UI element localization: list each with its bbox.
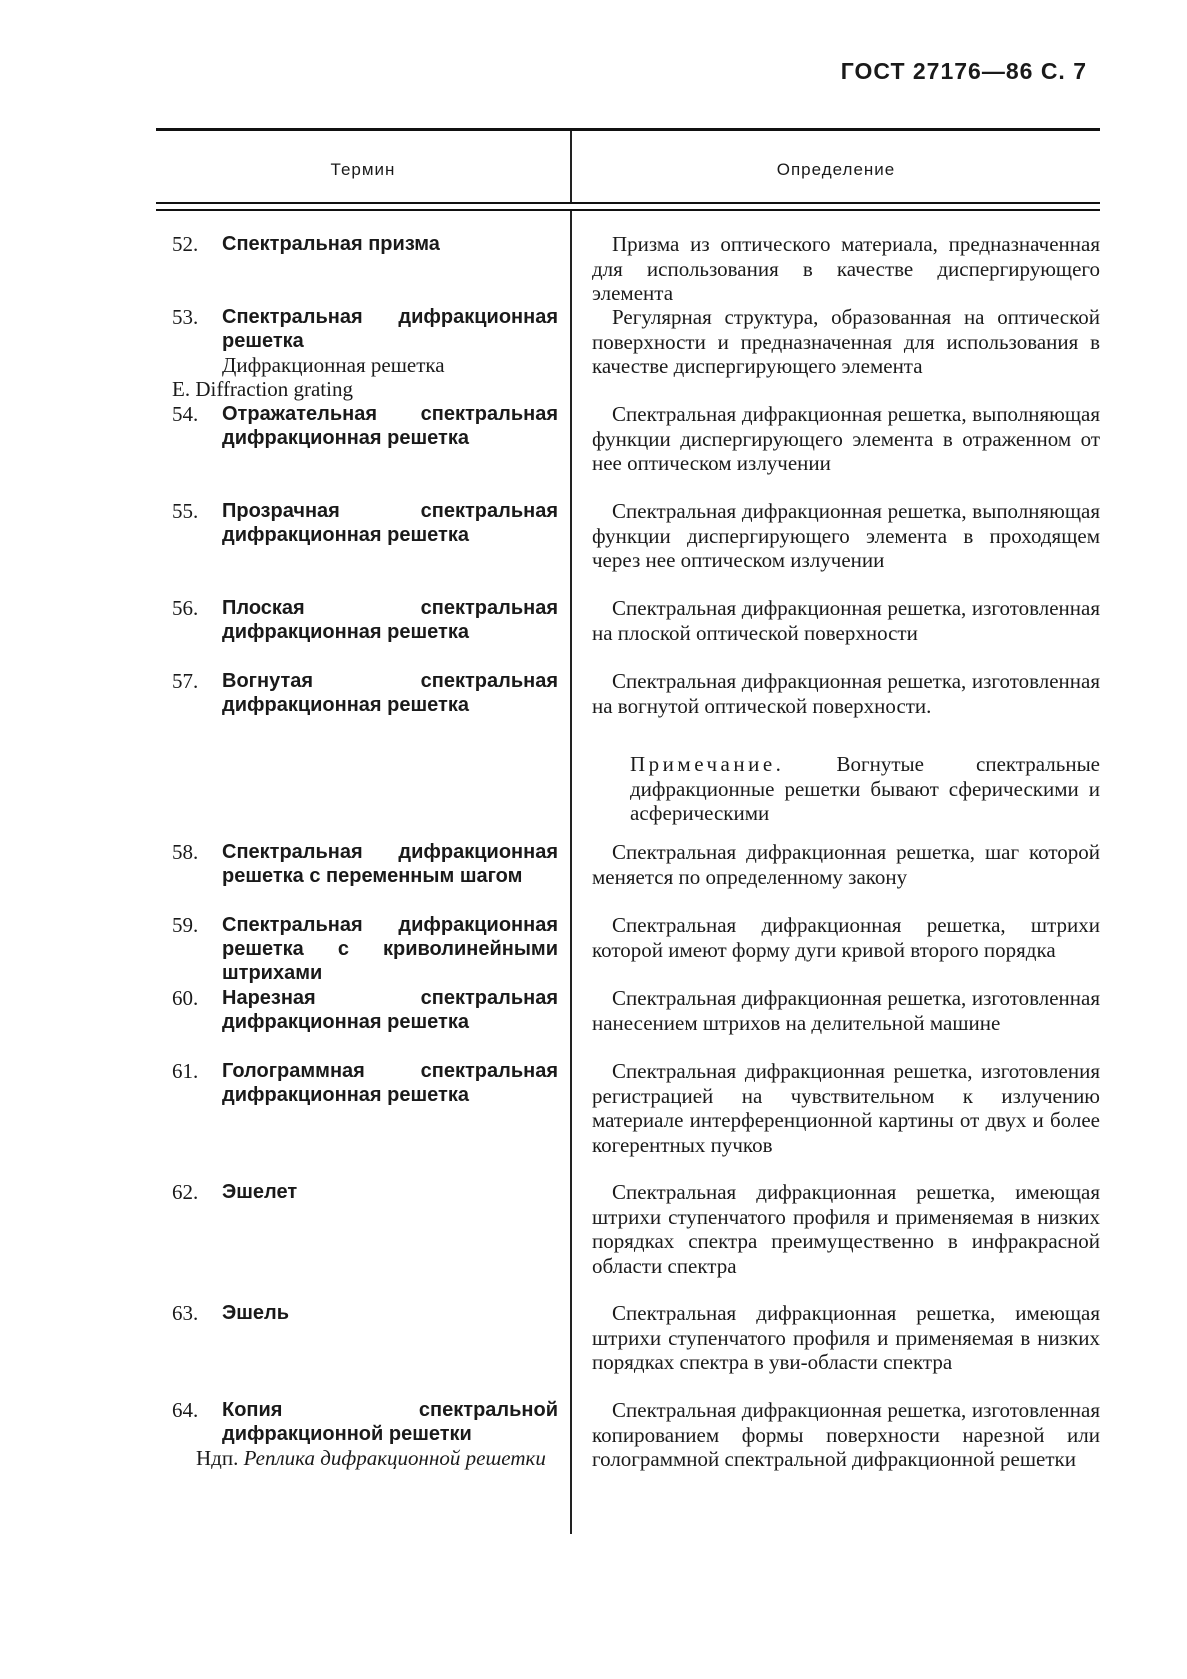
term-number: 64. [172,1398,199,1422]
term-english: E. Diffraction grating [172,377,353,401]
term-text: Спектральная дифракционная решетка с переменным шагом [222,841,558,887]
definition-56: Спектральная дифракционная решетка, изготовленная на плоской оптической поверхности [592,596,1100,645]
term-entry-53 [172,305,558,401]
definition-52: Призма из оптического материала, предназначенная для использования в качестве диспергирующего элемента [592,232,1100,305]
term-entry-54 [172,402,558,450]
term-text: Прозрачная спектральная дифракционная решетка [222,500,558,546]
term-entry-63 [172,1301,558,1325]
column-header-definition: Определение [776,160,896,179]
note-text: Вогнутые спектральные дифракционные решетки бывают сферическими и асферическими [630,752,1101,825]
term-text: Отражательная спектральная дифракционная решетка [222,403,558,449]
definition-53: Регулярная структура, образованная на оптической поверхности и предназначенная для использования в качестве диспергирующего элемента [592,305,1100,378]
term-number: 60. [172,986,199,1010]
term-entry-64 [172,1398,558,1470]
term-entry-55 [172,499,558,547]
term-entry-56 [172,596,558,644]
term-text: Спектральная дифракционная решетка с криволинейными штрихами [222,914,558,984]
definition-55: Спектральная дифракционная решетка, выполняющая функции диспергирующего элемента в проходящем через нее оптическом излучении [592,499,1100,572]
ndp-label: Ндп. [196,1446,239,1470]
term-number: 55. [172,499,199,523]
note-57 [630,752,1100,826]
term-entry-61 [172,1059,558,1107]
term-number: 56. [172,596,199,620]
term-entry-52 [172,232,558,256]
term-entry-58 [172,840,558,888]
term-entry-59 [172,913,558,985]
table-header-double-rule [156,202,1100,211]
term-number: 59. [172,913,199,937]
definition-59: Спектральная дифракционная решетка, штрихи которой имеют форму дуги кривой второго порядка [592,913,1100,962]
definition-62: Спектральная дифракционная решетка, имеющая штрихи ступенчатого профиля и применяемая в низких порядках спектра преимущественно в инфракрасной области спектра [592,1180,1100,1278]
definition-54: Спектральная дифракционная решетка, выполняющая функции диспергирующего элемента в отраженном от нее оптическом излучении [592,402,1100,475]
term-number: 63. [172,1301,199,1325]
term-number: 53. [172,305,199,329]
term-text: Спектральная призма [222,233,440,255]
definition-57: Спектральная дифракционная решетка, изготовленная на вогнутой оптической поверхности. [592,669,1100,718]
term-synonym: Дифракционная решетка [222,353,445,377]
ndp-term: Реплика дифракционной решетки [243,1446,546,1470]
term-entry-60 [172,986,558,1034]
term-number: 52. [172,232,199,256]
term-number: 54. [172,402,199,426]
term-text: Вогнутая спектральная дифракционная решетка [222,670,558,716]
term-number: 62. [172,1180,199,1204]
term-text: Эшель [222,1302,290,1324]
definition-63: Спектральная дифракционная решетка, имеющая штрихи ступенчатого профиля и применяемая в низких порядках спектра в уви-области спектра [592,1301,1100,1374]
note-label: Примечание. [630,752,785,776]
column-divider-body [570,211,572,1534]
page-header: ГОСТ 27176—86 С. 7 [840,58,1087,84]
term-text: Плоская спектральная дифракционная решетка [222,597,558,643]
table-top-rule [156,128,1100,131]
definition-60: Спектральная дифракционная решетка, изготовленная нанесением штрихов на делительной машине [592,986,1100,1035]
term-text: Эшелет [222,1181,298,1203]
term-text: Голограммная спектральная дифракционная решетка [222,1060,558,1106]
term-entry-57 [172,669,558,717]
term-entry-62 [172,1180,558,1204]
term-text: Нарезная спектральная дифракционная решетка [222,987,558,1033]
definition-61: Спектральная дифракционная решетка, изготовления регистрацией на чувствительном к излучению материале интерференционной картины от двух и более когерентных пучков [592,1059,1100,1157]
term-number: 61. [172,1059,199,1083]
definition-58: Спектральная дифракционная решетка, шаг которой меняется по определенному закону [592,840,1100,889]
column-header-term: Термин [330,160,396,179]
term-number: 58. [172,840,199,864]
term-not-allowed [196,1446,558,1470]
definition-64: Спектральная дифракционная решетка, изготовленная копированием формы поверхности нарезной или голограммной спектральной дифракционной решетки [592,1398,1100,1471]
term-number: 57. [172,669,199,693]
term-text: Копия спектральной дифракционной решетки [222,1399,558,1445]
term-text: Спектральная дифракционная решетка [222,306,558,352]
